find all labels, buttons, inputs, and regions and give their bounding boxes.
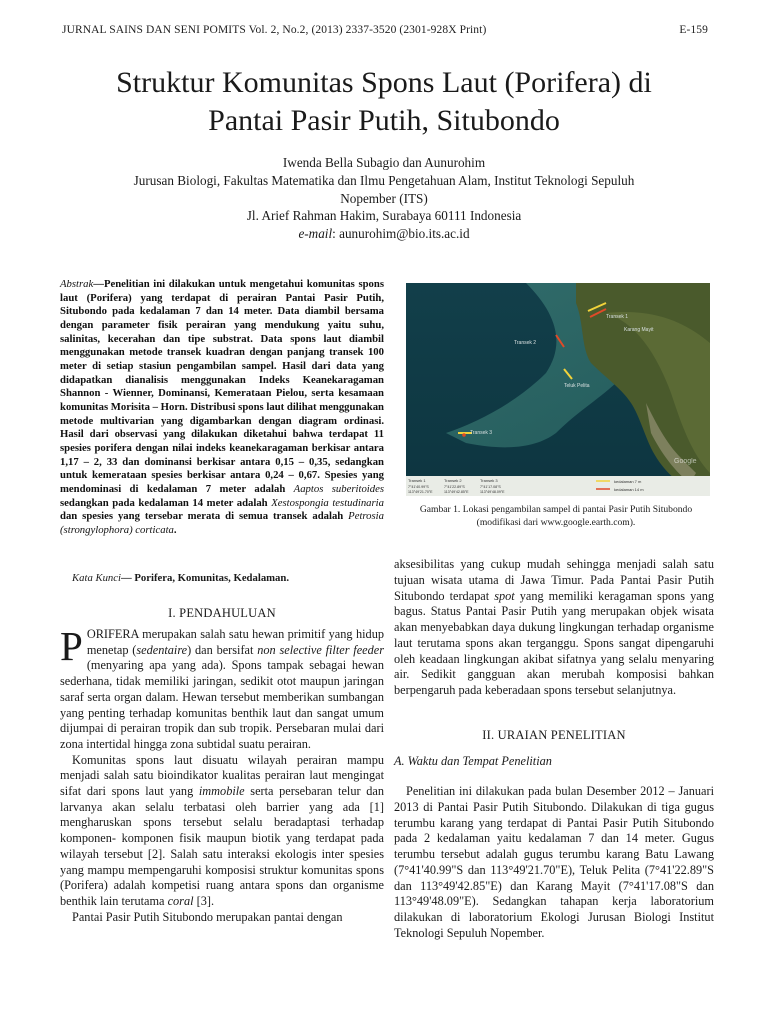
right-p1-italic: spot xyxy=(494,588,515,603)
coord-3-lat: 7°41'17.08"S xyxy=(480,485,501,489)
coord-2-lon: 113°49'42.85"E xyxy=(444,490,469,494)
intro-p2-italic-2: coral xyxy=(167,893,194,908)
intro-continued xyxy=(394,545,714,711)
legend-14m: kedalaman 14 m xyxy=(614,487,644,492)
subsection-heading-waktu: A. Waktu dan Tempat Penelitian xyxy=(394,754,552,768)
page-number: E-159 xyxy=(679,24,708,36)
keywords xyxy=(60,571,396,585)
legend-transek-3: Transek 3 xyxy=(480,478,498,483)
legend-7m: kedalaman 7 m xyxy=(614,479,642,484)
google-watermark: Google xyxy=(674,458,697,465)
title-line-2: Pantai Pasir Putih, Situbondo xyxy=(208,104,560,137)
intro-p2-text-c: [3]. xyxy=(193,893,215,908)
abstract-species-1: Aaptos suberitoides xyxy=(293,482,385,495)
section-heading-pendahuluan: I. PENDAHULUAN xyxy=(168,606,276,620)
abstract-text-2: sedangkan pada kedalaman 14 meter adalah xyxy=(60,496,272,509)
email-label: e-mail xyxy=(298,226,333,242)
title-line-1: Struktur Komunitas Spons Laut (Porifera) di xyxy=(116,66,652,99)
email-line xyxy=(60,225,708,243)
author-block xyxy=(60,154,708,243)
map-label-transek-2: Transek 2 xyxy=(514,340,537,346)
coord-2-lat: 7°41'22.89"S xyxy=(444,485,465,489)
address: Jl. Arief Rahman Hakim, Surabaya 60111 Indonesia xyxy=(246,208,522,224)
intro-paragraph-3: Pantai Pasir Putih Situbondo merupakan pantai dengan xyxy=(72,909,343,924)
intro-p1-italic-1: sedentaire xyxy=(136,642,188,657)
introduction-body xyxy=(60,623,384,925)
legend-transek-1: Transek 1 xyxy=(408,478,426,483)
coord-1-lon: 113°49'21.70"E xyxy=(408,490,433,494)
figure-caption xyxy=(400,503,712,529)
affiliation-line-2: Nopember (ITS) xyxy=(340,190,428,206)
journal-header: JURNAL SAINS DAN SENI POMITS Vol. 2, No.2, (2013) 2337-3520 (2301-928X Print) xyxy=(62,24,487,36)
abstract-text-3: dan spesies yang tersebar merata di semua transek adalah xyxy=(60,510,349,523)
keywords-label: Kata Kunci xyxy=(72,572,121,584)
coord-1-lat: 7°41'40.99"S xyxy=(408,485,429,489)
map-label-teluk-pelita: Teluk Pelita xyxy=(564,383,590,389)
intro-paragraph-3-cont xyxy=(394,557,714,698)
section-heading-uraian: II. URAIAN PENELITIAN xyxy=(482,728,626,742)
methods-body xyxy=(394,772,714,954)
intro-p1-text-b: ) dan bersifat xyxy=(187,642,258,657)
email-address[interactable]: : aunurohim@bio.its.ac.id xyxy=(332,226,470,242)
right-p1-text-b: yang memiliki keragaman spons yang bagus. Status Pantai Pasir Putih yang merupakan objek wisata akan menyebabkan daya dukung lingkungan terhadap organisme laut terutama spons akan terganggu. Spons sangat dipengaruhi oleh keadaan lingkungan akibat sifatnya yang selalu menyaring air. Sedikit gangguan akan merubah komposisi bahkan berpengaruh pada keberadaan spons tersebut selanjutnya. xyxy=(394,588,714,697)
map-label-transek-1: Transek 1 xyxy=(606,314,629,320)
drop-cap: P xyxy=(60,623,83,669)
caption-line-1: Gambar 1. Lokasi pengambilan sampel di pantai Pasir Putih Situbondo xyxy=(419,504,693,515)
location-map-figure xyxy=(406,283,710,496)
intro-paragraph-2 xyxy=(60,753,384,910)
paper-title xyxy=(60,64,708,140)
intro-p2-italic-1: immobile xyxy=(198,784,245,799)
right-p1-text-a: aksesibilitas yang cukup mudah sehingga menjadi salah satu tujuan wisata utama di Jawa Timur. Pada Pantai Pasir Putih Situbondo terdapat xyxy=(394,557,714,603)
keywords-text: — Porifera, Komunitas, Kedalaman. xyxy=(121,572,290,584)
intro-p2-text-b: serta persebaran telur dan larvanya akan selalu terbatasi oleh barrier yang ada [1] mengharuskan spons tersebut selalu beradaptasi terhadap komponen- komponen fisik maupun biotik yang terdapat pada wilayah tersebut [2]. Salah satu interaksi ekologis inter spesies yang mampu mempengaruhi komposisi struktur komunitas spons (Porifera) adalah kompetisi ruang antara spons dan organisme benthik lain terutama xyxy=(60,784,384,908)
transect-3-marker xyxy=(462,433,466,437)
map-label-karang-mayit: Karang Mayit xyxy=(624,327,654,333)
intro-p2-text-a: Komunitas spons laut disuatu wilayah perairan mampu menjadi salah satu bioindikator kualitas perairan laut mengingat sifat dari spons laut yang xyxy=(60,752,384,799)
satellite-map xyxy=(406,283,710,496)
coord-3-lon: 113°49'48.09"E xyxy=(480,490,505,494)
intro-p1-text-c: (menyaring apa yang ada). Spons tampak sebagai hewan sederhana, tidak memiliki jaringan, sedikit otot maupun jaringan saraf serta organ dalam. Hewan tersebut memberikan sumbangan yang penting terhadap komunitas benthik laut dan sangat umum dijumpai di perairan tropik dan sub tropik. Persebaran mulai dari zona intertidal hingga zona subtidal suatu perairan. xyxy=(60,658,384,751)
intro-p1-text-a: ORIFERA merupakan salah satu hewan primitif yang hidup menetap ( xyxy=(86,627,384,657)
abstract-text-1: —Penelitian ini dilakukan untuk mengetahui komunitas spons laut (Porifera) yang terdapat di perairan Pantai Pasir Putih, Situbondo pada kedalaman 7 dan 14 meter. Data diambil bersama dengan parameter fisik perairan yang mendukung yaitu suhu, salinitas, kecerahan dan tipe substrat. Data spons laut diambil menggunakan metode transek kuadran dengan panjang transek 100 meter di setiap stasiun pengambilan sampel. Hasil dari data yang didapatkan dianalisis menggunakan Indeks Keanekaragaman Shannon - Wienner, Dominansi, Kemerataan Pielou, serta kesamaan komunitas Morisita – Horn. Distribusi spons laut dilihat menggunakan metode multivarian yang digambarkan dengan diagram ordinasi. Hasil dari observasi yang dilakukan diketahui bahwa terdapat 11 spesies porifera dengan nilai indeks keanekaragaman berkisar antara 1,17 – 2, 33 dan dominansi berkisar antara 0,15 – 0,35, sedangkan untuk kemerataan spesies berkisar antara 0,24 – 0,67. Spesies yang mendominasi di kedalaman 7 meter adalah xyxy=(60,278,384,495)
methods-paragraph: Penelitian ini dilakukan pada bulan Desember 2012 – Januari 2013 di Pantai Pasir Putih Situbondo. Dilakukan di tiga gugus terumbu karang yang terdapat di Pantai Pasir Putih Situbondo pada 2 kedalaman yaitu kedalaman 7 dan 14 meter. Gugus terumbu tersebut adalah gugus terumbu karang Batu Lawang (7°41'40.99"S dan 113°49'21.70"E), Teluk Pelita (7°41'22.89"S dan 113°49'42.85"E) dan Karang Mayit (7°41'17.08"S dan 113°49'48.09"E). Sedangkan tahapan kerja laboratorium dilakukan di laboratorium Ekologi Jurusan Biologi Institut Teknologi Sepuluh Nopember. xyxy=(394,784,714,940)
abstract xyxy=(60,278,384,537)
intro-paragraph-1 xyxy=(60,623,384,753)
legend-transek-2: Transek 2 xyxy=(444,478,462,483)
author-names: Iwenda Bella Subagio dan Aunurohim xyxy=(282,155,486,170)
abstract-species-3: Petrosia (strongylophora) corticata xyxy=(60,510,384,536)
abstract-species-2: Xestospongia testudinaria xyxy=(271,496,384,509)
caption-line-2: (modifikasi dari www.google.earth.com). xyxy=(476,517,636,528)
abstract-label: Abstrak xyxy=(60,278,94,290)
map-label-transek-3: Transek 3 xyxy=(470,430,493,436)
intro-p1-italic-2: non selective filter feeder xyxy=(257,642,384,657)
abstract-text-4: . xyxy=(173,523,177,536)
affiliation-line-1: Jurusan Biologi, Fakultas Matematika dan Ilmu Pengetahuan Alam, Institut Teknologi Sepuluh xyxy=(133,172,635,188)
